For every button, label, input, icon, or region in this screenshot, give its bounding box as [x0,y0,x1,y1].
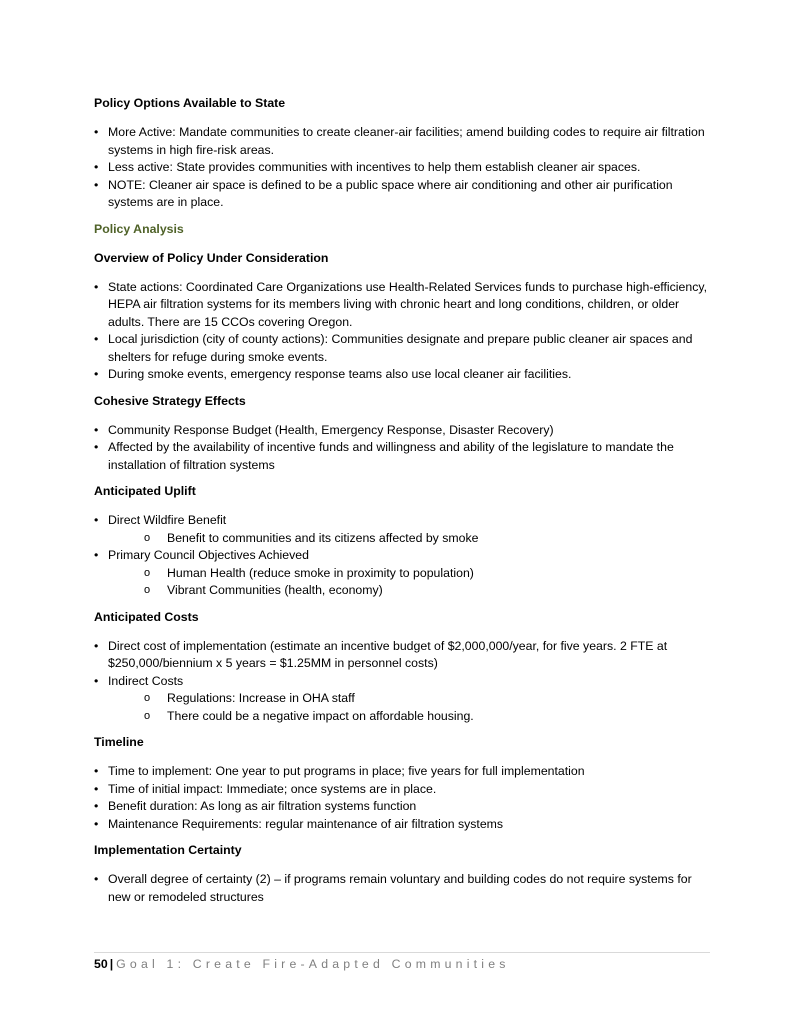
list-item: • Community Response Budget (Health, Emergency Response, Disaster Recovery) [94,422,710,440]
anticipated-uplift-heading: Anticipated Uplift [94,484,196,498]
document-page [94,95,710,915]
implementation-certainty-list [94,871,710,906]
list-item-text: Indirect Costs [108,673,184,688]
list-item: • NOTE: Cleaner air space is defined to be a public space where air conditioning and other air purification systems are in place. [94,177,710,212]
policy-options-list [94,124,710,212]
list-item: • Time of initial impact: Immediate; once systems are in place. [94,781,710,799]
sub-list-item: o Vibrant Communities (health, economy) [108,582,710,600]
list-item: • Maintenance Requirements: regular maintenance of air filtration systems [94,816,710,834]
list-item: • Local jurisdiction (city of county actions): Communities designate and prepare public cleaner air spaces and shelters for refuge during smoke events. [94,331,710,366]
footer-separator: | [109,957,114,971]
overview-heading: Overview of Policy Under Consideration [94,250,329,265]
list-item-text: Primary Council Objectives Achieved [108,548,309,562]
page-footer [94,952,710,973]
sub-list [108,565,710,600]
list-item [94,512,710,547]
implementation-certainty-heading: Implementation Certainty [94,843,242,857]
timeline-list [94,763,710,833]
list-item [94,673,710,726]
sub-list-item: o Human Health (reduce smoke in proximity to population) [108,565,710,583]
anticipated-uplift-list [94,512,710,600]
list-item [94,547,710,600]
sub-list [108,530,710,548]
sub-list-item: o Regulations: Increase in OHA staff [108,690,710,708]
list-item-text: Direct Wildfire Benefit [108,513,227,527]
cohesive-strategy-list [94,422,710,475]
sub-list-item: o Benefit to communities and its citizens affected by smoke [108,530,710,548]
anticipated-costs-list [94,638,710,726]
sub-list-item: o There could be a negative impact on affordable housing. [108,708,710,726]
sub-list [108,690,710,725]
list-item: • More Active: Mandate communities to create cleaner-air facilities; amend building codes to require air filtration systems in high fire-risk areas. [94,124,710,159]
footer-goal-title: Goal 1: Create Fire-Adapted Communities [116,957,510,971]
policy-analysis-heading: Policy Analysis [94,221,184,236]
page-number: 50 [94,957,108,971]
timeline-heading: Timeline [94,735,144,749]
overview-list [94,279,710,384]
list-item: • Direct cost of implementation (estimate an incentive budget of $2,000,000/year, for five years. 2 FTE at $250,000/biennium x 5 years = $1.25MM in personnel costs) [94,638,710,673]
list-item: • Less active: State provides communities with incentives to help them establish cleaner air spaces. [94,159,710,177]
anticipated-costs-heading: Anticipated Costs [94,609,199,624]
list-item: • Affected by the availability of incentive funds and willingness and ability of the legislature to mandate the installation of filtration systems [94,439,710,474]
policy-options-heading: Policy Options Available to State [94,96,286,110]
list-item: • State actions: Coordinated Care Organizations use Health-Related Services funds to purchase high-efficiency, HEPA air filtration systems for its members living with chronic heart and long conditions, children, or older adults. There are 15 CCOs covering Oregon. [94,279,710,332]
list-item: • Overall degree of certainty (2) – if programs remain voluntary and building codes do not require systems for new or remodeled structures [94,871,710,906]
list-item: • During smoke events, emergency response teams also use local cleaner air facilities. [94,366,710,384]
cohesive-strategy-heading: Cohesive Strategy Effects [94,393,246,408]
list-item: • Benefit duration: As long as air filtration systems function [94,798,710,816]
list-item: • Time to implement: One year to put programs in place; five years for full implementation [94,763,710,781]
